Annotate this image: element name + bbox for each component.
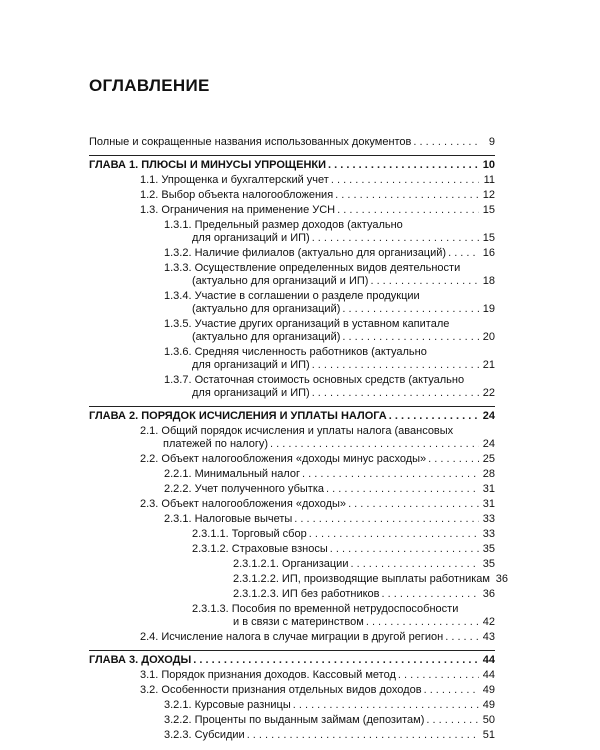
toc-entry[interactable] [89,528,495,541]
toc-page-number: 31 [482,498,495,510]
toc-entry-title: 2.3.1.2.1. Организации [233,558,349,570]
toc-entry[interactable] [89,603,495,629]
toc-entry-title: платежей по налогу) [163,438,268,450]
toc-entry[interactable] [89,290,495,316]
toc-entry[interactable] [89,247,495,260]
toc-entry-title-line: 2.3.1.3. Пособия по временной нетрудоспособности [192,603,459,615]
toc-entry-title-line: 1.3.7. Остаточная стоимость основных средств (актуально [164,374,465,386]
toc-entry[interactable] [89,498,495,511]
toc-page-number: 35 [482,543,495,555]
toc-page-number: 49 [482,699,495,711]
toc-page-number: 12 [482,189,495,201]
toc-entry[interactable] [89,669,495,682]
toc-chapter-entry[interactable] [89,159,495,172]
toc-entry-title: 1.3. Ограничения на применение УСН [140,204,336,216]
dot-leader [426,714,479,727]
toc-entry-title: для организаций и ИП) [192,232,310,244]
dot-leader [331,174,479,187]
toc-entry-title-line: 1.3.6. Средняя численность работников (актуально [164,346,427,358]
toc-page-number: 42 [482,616,495,628]
toc-entry[interactable] [89,483,495,496]
dot-leader [193,654,479,667]
toc-page-number: 28 [482,468,495,480]
toc-page-number: 15 [482,204,495,216]
dot-leader [413,136,479,149]
toc-entry-title: 1.3.2. Наличие филиалов (актуально для организаций) [164,247,447,259]
toc-entry-title: 3.2.1. Курсовые разницы [164,699,291,711]
toc-entry-title: для организаций и ИП) [192,387,310,399]
toc-entry-title: для организаций и ИП) [192,359,310,371]
toc-page-number: 33 [482,513,495,525]
toc-page-number: 16 [482,247,495,259]
toc-entry[interactable] [89,631,495,644]
toc-page-number: 10 [482,159,495,171]
dot-leader [370,275,479,288]
dot-leader [350,558,479,571]
dot-leader [294,513,479,526]
section-divider [89,406,495,407]
dot-leader [348,498,479,511]
dot-leader [293,699,479,712]
toc-page-number: 18 [482,275,495,287]
dot-leader [389,410,479,423]
toc-page-number: 24 [482,438,495,450]
toc-entry-title: 2.3.1.2. Страховые взносы [192,543,328,555]
dot-leader [342,303,479,316]
toc-page-number: 49 [482,684,495,696]
toc-page-number: 25 [482,453,495,465]
toc-entry[interactable] [89,729,495,742]
toc-entry[interactable] [89,204,495,217]
toc-entry-title: 1.1. Упрощенка и бухгалтерский учет [140,174,329,186]
dot-leader [330,543,479,556]
toc-entry-title: ГЛАВА 1. ПЛЮСЫ И МИНУСЫ УПРОЩЕНКИ [89,159,327,171]
toc-page-number: 21 [482,359,495,371]
toc-entry-title: ГЛАВА 3. ДОХОДЫ [89,654,192,666]
toc-page-number: 51 [482,729,495,741]
toc-entry-title: 2.2. Объект налогообложения «доходы минус расходы» [140,453,427,465]
dot-leader [342,331,479,344]
toc-entry[interactable] [89,374,495,400]
toc-entry[interactable] [89,174,495,187]
toc-entry[interactable] [89,262,495,288]
toc-entry-title: 2.3.1.2.2. ИП, производящие выплаты работникам [233,573,490,585]
toc-page-number: 9 [488,136,495,148]
toc-entry[interactable] [89,189,495,202]
toc-entry-title: 3.1. Порядок признания доходов. Кассовый метод [140,669,396,681]
dot-leader [445,631,479,644]
dot-leader [302,468,479,481]
toc-entry-title-line: 1.3.3. Осуществление определенных видов деятельности [164,262,461,274]
toc-entry-title: 2.3.1. Налоговые вычеты [164,513,293,525]
toc-page-number: 50 [482,714,495,726]
dot-leader [328,159,479,172]
dot-leader [247,729,479,742]
toc-page-number: 11 [483,174,495,186]
toc-entry[interactable] [89,219,495,245]
dot-leader [309,528,479,541]
page-title: ОГЛАВЛЕНИЕ [89,76,210,95]
toc-page-number: 36 [482,588,495,600]
toc-page-number: 31 [482,483,495,495]
toc-entry-title: 2.2.2. Учет полученного убытка [164,483,324,495]
toc-entry-title-line: 2.1. Общий порядок исчисления и уплаты налога (авансовых [140,425,454,437]
toc-entry-title-line: 1.3.4. Участие в соглашении о разделе продукции [164,290,420,302]
toc-entry-title: Полные и сокращенные названия использованных документов [89,136,412,148]
toc-entry-title: 2.3.1.2.3. ИП без работников [233,588,380,600]
toc-page-number: 19 [482,303,495,315]
toc-entry[interactable] [89,136,495,149]
toc-page-number: 36 [495,573,508,585]
toc-entry-title: 2.3. Объект налогообложения «доходы» [140,498,347,510]
toc-chapter-entry[interactable] [89,654,495,667]
dot-leader [398,669,479,682]
table-of-contents [89,136,508,744]
dot-leader [270,438,479,451]
toc-entry[interactable] [89,543,495,556]
toc-entry[interactable] [89,468,495,481]
toc-entry[interactable] [89,346,495,372]
dot-leader [335,189,479,202]
toc-page-number: 33 [482,528,495,540]
toc-entry-title: 2.3.1.1. Торговый сбор [192,528,307,540]
dot-leader [382,588,479,601]
toc-entry-title: (актуально для организаций и ИП) [192,275,369,287]
toc-entry[interactable] [89,573,508,586]
section-divider [89,650,495,651]
toc-entry[interactable] [89,453,495,466]
dot-leader [312,387,479,400]
toc-entry[interactable] [89,318,495,344]
toc-entry[interactable] [89,425,495,451]
dot-leader [424,684,479,697]
toc-page-number: 20 [482,331,495,343]
toc-entry[interactable] [89,684,495,697]
toc-page-number: 44 [482,654,495,666]
toc-entry-title: 1.2. Выбор объекта налогообложения [140,189,334,201]
toc-entry[interactable] [89,588,495,601]
section-divider [89,155,495,156]
toc-entry-title-line: 1.3.5. Участие других организаций в уставном капитале [164,318,450,330]
dot-leader [326,483,479,496]
toc-entry-title: 3.2.3. Субсидии [164,729,245,741]
dot-leader [312,359,479,372]
dot-leader [337,204,479,217]
dot-leader [366,616,479,629]
toc-entry-title-line: 1.3.1. Предельный размер доходов (актуально [164,219,403,231]
dot-leader [312,232,479,245]
toc-entry-title: 3.2. Особенности признания отдельных видов доходов [140,684,422,696]
toc-entry-title: 2.4. Исчисление налога в случае миграции в другой регион [140,631,444,643]
toc-entry[interactable] [89,558,495,571]
toc-entry-title: 3.2.2. Проценты по выданным займам (депозитам) [164,714,425,726]
dot-leader [448,247,479,260]
toc-chapter-entry[interactable] [89,410,495,423]
toc-page-number: 43 [482,631,495,643]
toc-entry[interactable] [89,513,495,526]
toc-entry-title: ГЛАВА 2. ПОРЯДОК ИСЧИСЛЕНИЯ И УПЛАТЫ НАЛОГА [89,410,387,422]
toc-page-number: 22 [482,387,495,399]
toc-page-number: 35 [482,558,495,570]
toc-entry[interactable] [89,714,495,727]
toc-entry-title: (актуально для организаций) [192,331,341,343]
toc-entry-title: (актуально для организаций) [192,303,341,315]
toc-page-number: 24 [482,410,495,422]
toc-entry-title: 2.2.1. Минимальный налог [164,468,300,480]
dot-leader [428,453,479,466]
toc-page-number: 15 [482,232,495,244]
toc-page-number: 44 [482,669,495,681]
toc-entry-title: и в связи с материнством [233,616,364,628]
toc-entry[interactable] [89,699,495,712]
